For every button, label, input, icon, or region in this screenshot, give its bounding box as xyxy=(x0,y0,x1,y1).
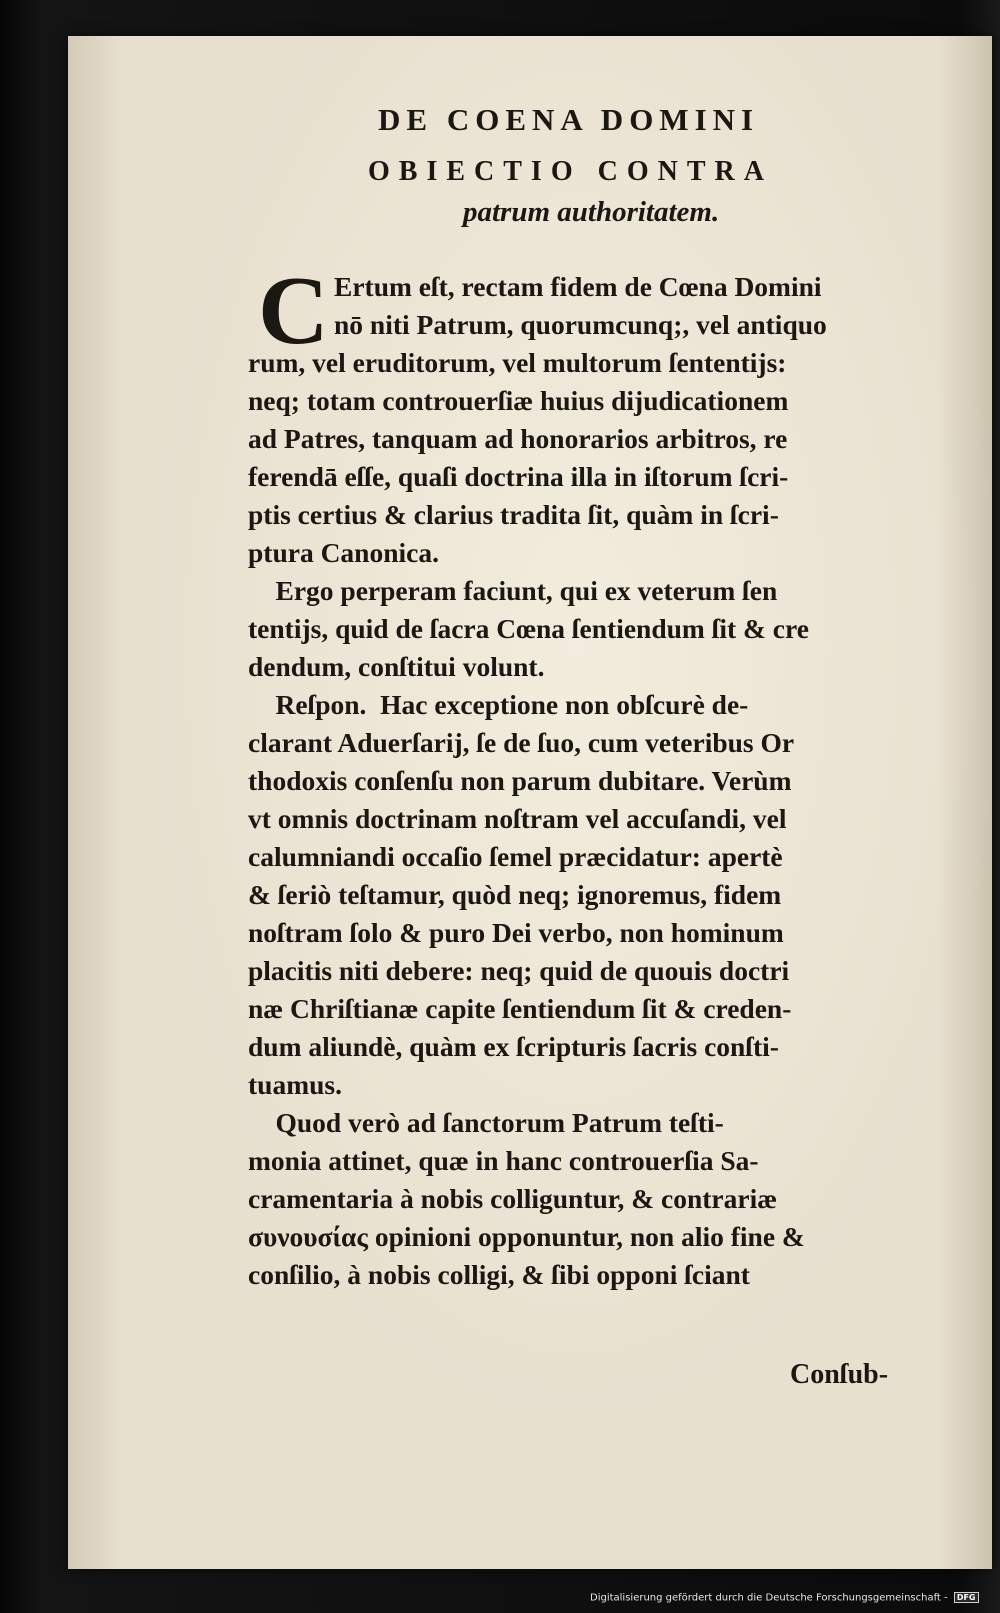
text-line: Reſpon. Hac exceptione non obſcurè de- xyxy=(248,689,749,720)
dfg-logo-icon: DFG xyxy=(954,1592,979,1603)
drop-cap-initial: C xyxy=(258,257,329,365)
book-page xyxy=(68,36,992,1569)
text-line: dum aliundè, quàm ex ſcripturis ſacris conſti- xyxy=(248,1031,779,1062)
body-text xyxy=(248,268,928,1294)
digitization-credit xyxy=(590,1592,996,1604)
text-line: neq; totam controuerſiæ huius dijudicationem xyxy=(248,385,789,416)
text-line: Ertum eſt, rectam fidem de Cœna Domini xyxy=(334,271,822,302)
text-line: tentijs, quid de ſacra Cœna ſentiendum ſit & cre xyxy=(248,613,809,644)
text-line: vt omnis doctrinam noſtram vel accuſandi, vel xyxy=(248,803,787,834)
catchword: Conſub- xyxy=(790,1359,889,1390)
text-line: rum, vel eruditorum, vel multorum ſententijs: xyxy=(248,347,787,378)
text-line: cramentaria à nobis colliguntur, & contrariæ xyxy=(248,1183,778,1214)
text-line: & ſeriò teſtamur, quòd neq; ignoremus, fidem xyxy=(248,879,782,910)
text-line: clarant Aduerſarij, ſe de ſuo, cum veteribus Or xyxy=(248,727,795,758)
text-line: dendum, conſtitui volunt. xyxy=(248,651,545,682)
credit-text: Digitalisierung gefördert durch die Deutsche Forschungsgemeinschaft - xyxy=(590,1592,948,1604)
section-title: OBIECTIO CONTRA xyxy=(368,156,773,187)
text-line: ferendā eſſe, quaſi doctrina illa in iſtorum ſcri- xyxy=(248,461,789,492)
text-line: Quod verò ad ſanctorum Patrum teſti- xyxy=(248,1107,724,1138)
text-line: ptis certius & clarius tradita ſit, quàm in ſcri- xyxy=(248,499,779,530)
text-line: tuamus. xyxy=(248,1069,342,1100)
text-line: nō niti Patrum, quorumcunq;, vel antiquo xyxy=(334,309,827,340)
text-line: ptura Canonica. xyxy=(248,537,439,568)
text-line: calumniandi occaſio ſemel præcidatur: apertè xyxy=(248,841,783,872)
running-header: DE COENA DOMINI xyxy=(378,102,760,137)
text-line: næ Chriſtianæ capite ſentiendum ſit & creden- xyxy=(248,993,792,1024)
text-line: συνουσίας opinioni opponuntur, non alio fine & xyxy=(248,1221,805,1252)
section-subtitle: patrum authoritatem. xyxy=(463,196,720,228)
text-line: Ergo perperam faciunt, qui ex veterum ſen xyxy=(248,575,778,606)
text-line: noſtram ſolo & puro Dei verbo, non hominum xyxy=(248,917,784,948)
text-line: thodoxis conſenſu non parum dubitare. Verùm xyxy=(248,765,792,796)
text-line: conſilio, à nobis colligi, & ſibi opponi ſciant xyxy=(248,1259,750,1290)
text-line: placitis niti debere: neq; quid de quouis doctri xyxy=(248,955,790,986)
text-line: ad Patres, tanquam ad honorarios arbitros, re xyxy=(248,423,788,454)
text-line: monia attinet, quæ in hanc controuerſia Sa- xyxy=(248,1145,759,1176)
